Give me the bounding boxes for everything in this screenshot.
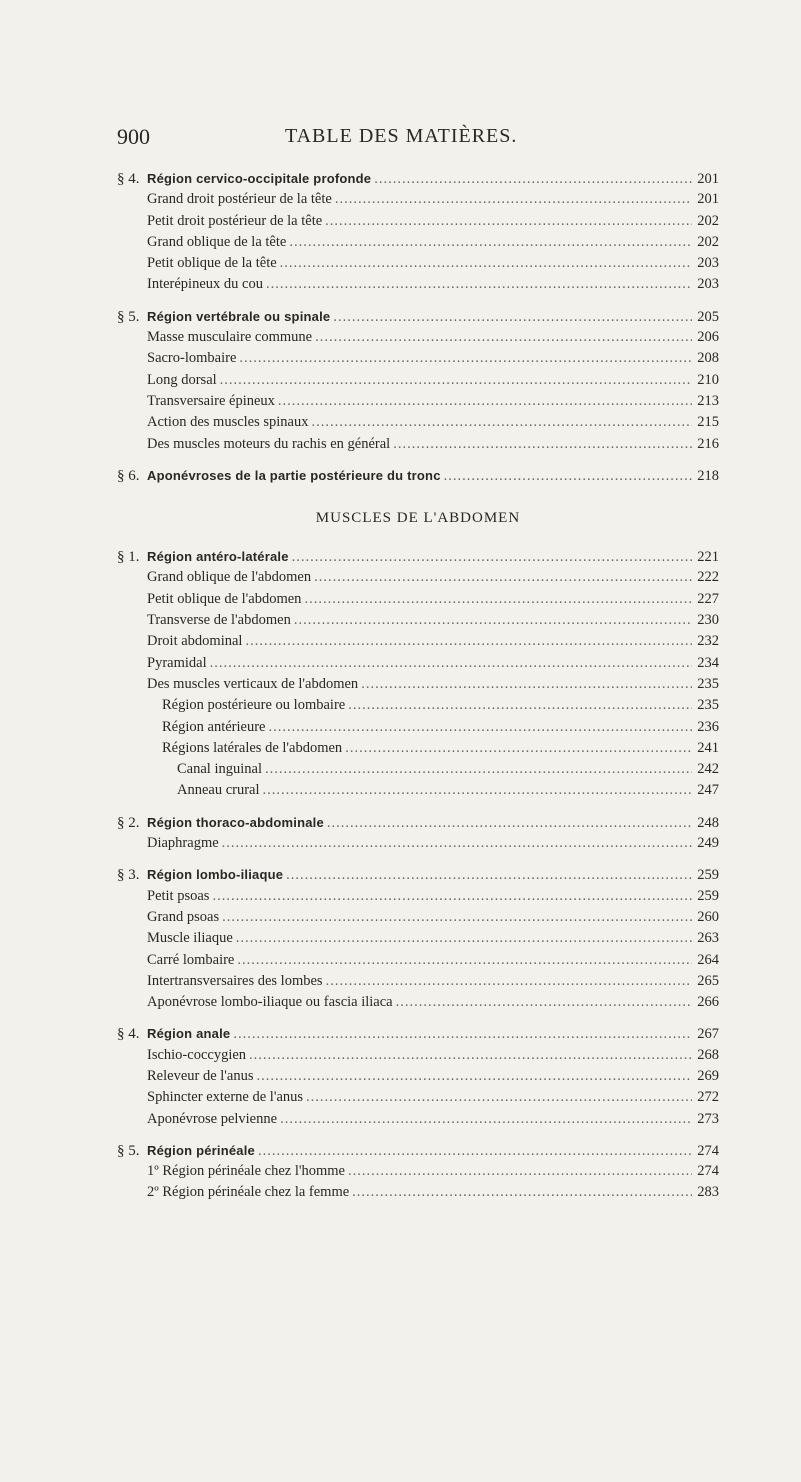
section-title: Région antéro-latérale xyxy=(147,549,289,565)
entry-text: Grand psoas xyxy=(147,908,220,925)
toc-page-ref: 283 xyxy=(697,1184,719,1201)
entry-text: Droit abdominal xyxy=(147,633,243,650)
toc-entry xyxy=(117,950,719,971)
toc-page-ref: 218 xyxy=(697,467,719,484)
toc-entry xyxy=(117,253,719,274)
toc-page-ref: 264 xyxy=(697,951,719,968)
section-number: § 2. xyxy=(117,814,140,831)
toc-page-ref: 201 xyxy=(697,171,719,187)
entry-text: Petit oblique de la tête xyxy=(147,255,277,272)
toc-page-ref: 242 xyxy=(697,761,719,778)
entry-text: Région postérieure ou lombaire xyxy=(162,697,346,714)
toc-page-ref: 230 xyxy=(697,612,719,629)
entry-text: Long dorsal xyxy=(147,371,217,388)
entry-text: Grand oblique de la tête xyxy=(147,233,287,250)
toc-page-ref: 249 xyxy=(697,835,719,852)
toc-page-ref: 232 xyxy=(697,633,719,650)
toc-entry xyxy=(117,992,719,1013)
toc-entry xyxy=(117,412,719,433)
toc-page-ref: 210 xyxy=(697,371,719,388)
section-number: § 5. xyxy=(117,308,140,325)
section-title: Région vertébrale ou spinale xyxy=(147,308,331,324)
toc-page-ref: 203 xyxy=(697,255,719,272)
entry-text: Transversaire épineux xyxy=(147,392,275,409)
leader-dots xyxy=(294,610,692,631)
toc-entry xyxy=(117,391,719,412)
toc-page-ref: 247 xyxy=(697,782,719,799)
section-title: Région anale xyxy=(147,1026,231,1042)
toc-entry xyxy=(117,653,719,674)
toc-page-ref: 221 xyxy=(697,549,719,566)
toc-entry xyxy=(117,232,719,253)
leader-dots xyxy=(396,992,692,1013)
toc-page-ref: 241 xyxy=(697,739,719,756)
leader-dots xyxy=(335,189,692,210)
toc-subsubentry xyxy=(117,780,719,801)
leader-dots xyxy=(210,653,692,674)
toc-page-ref: 206 xyxy=(697,329,719,346)
toc-page-ref: 263 xyxy=(697,930,719,947)
section-number: § 3. xyxy=(117,867,140,884)
leader-dots xyxy=(304,589,692,610)
leader-dots xyxy=(222,833,692,854)
toc-section xyxy=(117,1140,719,1161)
section-title: Région périnéale xyxy=(147,1142,255,1158)
leader-dots xyxy=(237,950,692,971)
toc-page-ref: 215 xyxy=(697,414,719,431)
entry-text: Petit oblique de l'abdomen xyxy=(147,590,302,607)
leader-dots xyxy=(333,307,692,328)
toc-page-ref: 268 xyxy=(697,1046,719,1063)
toc-entry xyxy=(117,589,719,610)
entry-text: Petit psoas xyxy=(147,887,210,904)
toc-page-ref: 216 xyxy=(697,435,719,452)
leader-dots xyxy=(245,631,692,652)
table-of-contents xyxy=(117,168,719,1204)
toc-subsubentry xyxy=(117,759,719,780)
entry-text: Aponévrose pelvienne xyxy=(147,1110,278,1127)
leader-dots xyxy=(314,567,692,588)
leader-dots xyxy=(265,759,692,780)
leader-dots xyxy=(268,717,692,738)
leader-dots xyxy=(233,1024,692,1045)
toc-page-ref: 235 xyxy=(697,675,719,692)
toc-entry xyxy=(117,348,719,369)
chapter-heading: MUSCLES DE L'ABDOMEN xyxy=(315,510,521,527)
toc-page-ref: 259 xyxy=(697,867,719,884)
toc-section xyxy=(117,1023,719,1044)
toc-entry xyxy=(117,833,719,854)
leader-dots xyxy=(266,274,692,295)
leader-dots xyxy=(220,370,692,391)
running-title: TABLE DES MATIÈRES. xyxy=(285,125,518,147)
toc-entry xyxy=(117,1066,719,1087)
leader-dots xyxy=(345,738,692,759)
leader-dots xyxy=(325,211,692,232)
toc-page-ref: 202 xyxy=(697,212,719,229)
toc-entry xyxy=(117,274,719,295)
toc-page-ref: 213 xyxy=(697,392,719,409)
leader-dots xyxy=(312,412,693,433)
section-number: § 4. xyxy=(117,1026,140,1043)
page-number: 900 xyxy=(117,124,150,149)
toc-entry xyxy=(117,189,719,210)
leader-dots xyxy=(306,1087,692,1108)
toc-page-ref: 235 xyxy=(697,697,719,714)
toc-page-ref: 260 xyxy=(697,908,719,925)
toc-entry xyxy=(117,1045,719,1066)
toc-entry xyxy=(117,1161,719,1182)
leader-dots xyxy=(212,886,692,907)
toc-page-ref: 236 xyxy=(697,718,719,735)
leader-dots xyxy=(326,971,692,992)
toc-entry xyxy=(117,631,719,652)
leader-dots xyxy=(263,780,692,801)
entry-text: Sphincter externe de l'anus xyxy=(147,1089,304,1106)
toc-page-ref: 234 xyxy=(697,654,719,671)
entry-text: Diaphragme xyxy=(147,835,219,852)
toc-entry xyxy=(117,886,719,907)
entry-text: Grand droit postérieur de la tête xyxy=(147,191,332,208)
toc-entry xyxy=(117,1182,719,1203)
toc-page-ref: 208 xyxy=(697,350,719,367)
leader-dots xyxy=(257,1066,693,1087)
section-number: § 6. xyxy=(117,467,140,484)
leader-dots xyxy=(292,547,692,568)
toc-entry xyxy=(117,434,719,455)
toc-section xyxy=(117,306,719,327)
leader-dots xyxy=(327,813,692,834)
toc-page-ref: 205 xyxy=(697,308,719,325)
leader-dots xyxy=(278,391,692,412)
leader-dots xyxy=(393,434,692,455)
leader-dots xyxy=(352,1182,692,1203)
toc-entry xyxy=(117,327,719,348)
toc-section xyxy=(117,465,719,486)
toc-page-ref: 227 xyxy=(697,590,719,607)
toc-entry xyxy=(117,1087,719,1108)
section-title: Région cervico-occipitale profonde xyxy=(147,171,372,186)
entry-text: Masse musculaire commune xyxy=(147,329,313,346)
entry-text: 1º Région périnéale chez l'homme xyxy=(147,1163,345,1180)
toc-subentry xyxy=(117,695,719,716)
toc-subentry xyxy=(117,717,719,738)
toc-page-ref: 265 xyxy=(697,972,719,989)
toc-entry xyxy=(117,674,719,695)
toc-page-ref: 272 xyxy=(697,1089,719,1106)
leader-dots xyxy=(239,348,692,369)
leader-dots xyxy=(289,232,692,253)
leader-dots xyxy=(222,907,692,928)
section-title: Région thoraco-abdominale xyxy=(147,814,324,830)
toc-page-ref: 203 xyxy=(697,276,719,293)
leader-dots xyxy=(315,327,692,348)
toc-entry xyxy=(117,1109,719,1130)
toc-entry xyxy=(117,610,719,631)
entry-text: Muscle iliaque xyxy=(147,930,233,947)
entry-text: Des muscles verticaux de l'abdomen xyxy=(147,675,359,692)
toc-entry xyxy=(117,971,719,992)
toc-page-ref: 274 xyxy=(697,1142,719,1159)
leader-dots xyxy=(444,466,692,487)
section-title: Région lombo-iliaque xyxy=(147,867,284,883)
toc-page-ref: 273 xyxy=(697,1110,719,1127)
leader-dots xyxy=(249,1045,692,1066)
section-number: § 4. xyxy=(117,171,140,187)
toc-section xyxy=(117,168,719,189)
toc-page-ref: 269 xyxy=(697,1067,719,1084)
entry-text: 2º Région périnéale chez la femme xyxy=(147,1184,350,1201)
entry-text: Releveur de l'anus xyxy=(147,1067,254,1084)
toc-entry xyxy=(117,211,719,232)
entry-text: Interépineux du cou xyxy=(147,276,263,293)
running-head xyxy=(117,124,717,154)
toc-entry xyxy=(117,370,719,391)
section-number: § 1. xyxy=(117,549,140,566)
toc-section xyxy=(117,864,719,885)
toc-page-ref: 201 xyxy=(697,191,719,208)
entry-text: Carré lombaire xyxy=(147,951,235,968)
toc-page-ref: 274 xyxy=(697,1163,719,1180)
entry-text: Grand oblique de l'abdomen xyxy=(147,569,312,586)
toc-entry xyxy=(117,928,719,949)
toc-section xyxy=(117,812,719,833)
leader-dots xyxy=(361,674,692,695)
toc-page-ref: 267 xyxy=(697,1026,719,1043)
entry-text: Petit droit postérieur de la tête xyxy=(147,212,323,229)
entry-text: Aponévrose lombo-iliaque ou fascia iliaca xyxy=(147,994,393,1011)
entry-text: Pyramidal xyxy=(147,654,207,671)
entry-text: Régions latérales de l'abdomen xyxy=(162,739,343,756)
toc-page-ref: 266 xyxy=(697,994,719,1011)
leader-dots xyxy=(236,928,692,949)
entry-text: Anneau crural xyxy=(177,782,260,799)
toc-page-ref: 259 xyxy=(697,887,719,904)
entry-text: Ischio-coccygien xyxy=(147,1046,247,1063)
entry-text: Canal inguinal xyxy=(177,761,262,778)
entry-text: Intertransversaires des lombes xyxy=(147,972,323,989)
entry-text: Sacro-lombaire xyxy=(147,350,237,367)
toc-entry xyxy=(117,907,719,928)
leader-dots xyxy=(258,1141,692,1162)
leader-dots xyxy=(280,1109,692,1130)
entry-text: Action des muscles spinaux xyxy=(147,414,309,431)
entry-text: Région antérieure xyxy=(162,718,266,735)
section-number: § 5. xyxy=(117,1142,140,1159)
entry-text: Transverse de l'abdomen xyxy=(147,612,291,629)
leader-dots xyxy=(280,253,692,274)
entry-text: Des muscles moteurs du rachis en général xyxy=(147,435,391,452)
section-title: Aponévroses de la partie postérieure du tronc xyxy=(147,467,441,483)
leader-dots xyxy=(348,1161,692,1182)
leader-dots xyxy=(348,695,692,716)
toc-page-ref: 202 xyxy=(697,233,719,250)
toc-entry xyxy=(117,567,719,588)
leader-dots xyxy=(374,169,692,190)
toc-page-ref: 222 xyxy=(697,569,719,586)
toc-page-ref: 248 xyxy=(697,814,719,831)
toc-subentry xyxy=(117,738,719,759)
leader-dots xyxy=(286,865,692,886)
toc-section xyxy=(117,546,719,567)
